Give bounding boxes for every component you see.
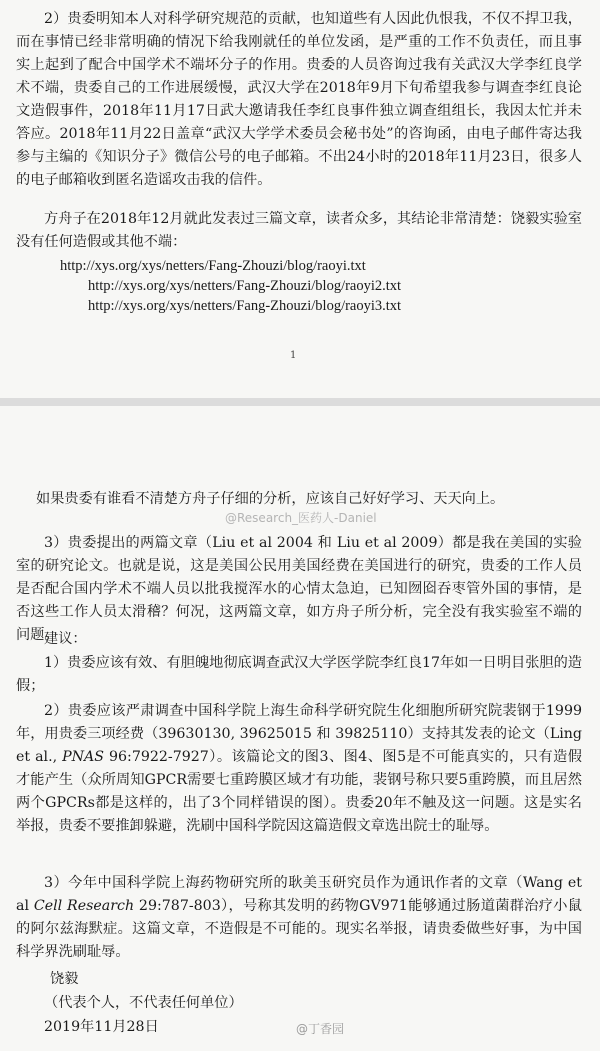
suggestion-3: 3）今年中国科学院上海药物研究所的耿美玉研究员作为通讯作者的文章（Wang et al Cell Research 29:787-803），号称其发明的药物GV971能够通过肠道菌群治疗小鼠的阿尔兹海默症。这篇文章，不造假是不可能的。现实名举报，请贵委做些好事，为中国科学界洗刷耻辱。 (16, 875, 582, 960)
watermark-dingxiangyuan: @丁香园 (296, 1022, 345, 1036)
link-raoyi[interactable]: http://xys.org/xys/netters/Fang-Zhouzi/blog/raoyi.txt (60, 258, 366, 274)
paragraph-fang-zhouzi: 方舟子在2018年12月就此发表过三篇文章，读者众多，其结论非常清楚：饶毅实验室没有任何造假或其他不端： (16, 211, 582, 250)
letter-page-2 (0, 406, 600, 1051)
paragraph-3: 3）贵委提出的两篇文章（Liu et al 2004 和 Liu et al 2009）都是我在美国的实验室的研究论文。也就是说，这是美国公民用美国经费在美国进行的研究，贵委的工作人员是否配合国内学术不端人员以批我搅浑水的心情太急迫，已知囫囵吞枣管外国的事情，是否这些工作人员太滑稽？何况，这两篇文章，如方舟子所分析，完全没有我实验室不端的问题。 (16, 535, 582, 643)
page-separator (0, 398, 600, 406)
link-raoyi3[interactable]: http://xys.org/xys/netters/Fang-Zhouzi/blog/raoyi3.txt (88, 298, 402, 314)
suggestion-1: 1）贵委应该有效、有胆魄地彻底调查武汉大学医学院李红良17年如一日明目张胆的造假； (16, 655, 582, 694)
watermark-research: @Research_医药人-Daniel (225, 511, 377, 525)
paragraph-study-advice: 如果贵委有谁看不清楚方舟子仔细的分析，应该自己好好学习、天天向上。 (36, 491, 505, 507)
paragraph-2: 2）贵委明知本人对科学研究规范的贡献，也知道些有人因此仇恨我，不仅不捍卫我，而在事情已经非常明确的情况下给我刚就任的单位发函，是严重的工作不负责任，而且事实上起到了配合中国学术不端坏分子的作用。贵委的人员咨询过我有关武汉大学李红良学术不端，贵委自己的工作进展缓慢，武汉大学在2018年9月下旬希望我参与调查李红良论文造假事件，2018年11月17日武大邀请我任李红良事件独立调查组组长，我因太忙并未答应。2018年11月22日盖章“武汉大学学术委员会秘书处”的咨询函，由电子邮件寄达我参与主编的《知识分子》微信公号的电子邮箱。不出24小时的2018年11月23日，很多人的电子邮箱收到匿名造谣攻击我的信件。 (16, 11, 582, 188)
signature: 饶毅 (50, 971, 79, 987)
letter-page-1 (0, 0, 600, 398)
link-raoyi2[interactable]: http://xys.org/xys/netters/Fang-Zhouzi/blog/raoyi2.txt (88, 278, 402, 294)
letter-date: 2019年11月28日 (44, 1019, 159, 1035)
page-number: 1 (290, 350, 297, 361)
suggestion-2: 2）贵委应该严肃调查中国科学院上海生命科学研究院生化细胞所研究院裴钢于1999年，用贵委三项经费（39630130, 39625015 和 39825110）支持其发表的论文（Ling et al., PNAS 96:7922-7927）。该篇论文的图3、图4、图5是不可能真实的，只有造假才能产生（众所周知GPCR需要七重跨膜区域才有功能，裴钢号称只要5重跨膜，而且居然两个GPCRs都是这样的，出了3个同样错误的图）。贵委20年不触及这一问题。这是实名举报，贵委不要推卸躲避，洗刷中国科学院因这篇造假文章选出院士的耻辱。 (16, 703, 582, 834)
signature-note: （代表个人，不代表任何单位） (44, 995, 243, 1011)
suggestions-heading: 建议： (44, 631, 87, 647)
